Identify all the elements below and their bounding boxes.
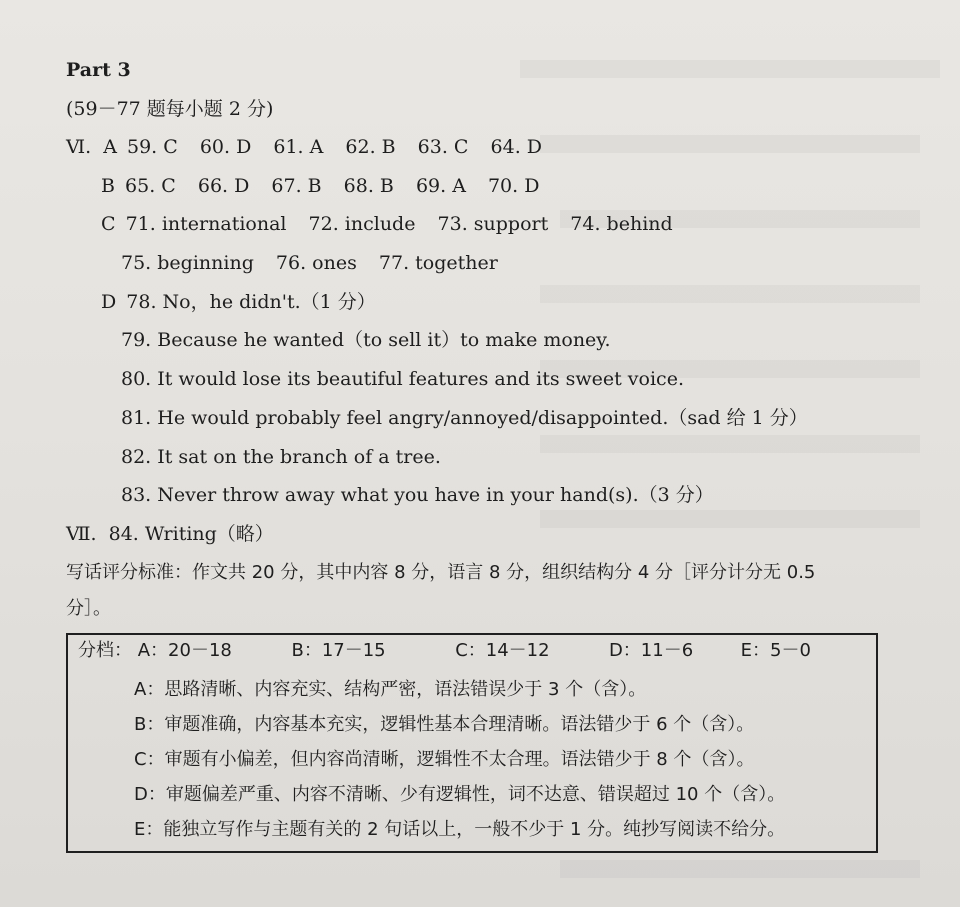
answer-82: 82. It sat on the branch of a tree. [121,446,441,468]
criteria-intro-line2: 分］。 [66,598,111,619]
answer-item: 74. behind [570,213,673,235]
answer-item: 70. D [487,175,540,197]
answer-item: 67. B [271,175,322,197]
section6-row-c2 [121,251,514,275]
answer-item: 73. support [437,213,549,235]
grade-description-a: A：思路清晰、内容充实、结构严密，语法错误少于 3 个（含）。 [134,679,647,700]
answer-78: 78. No，he didn't.（1 分） [126,291,376,313]
answer-81: 81. He would probably feel angry/annoyed/disappointed.（sad 给 1 分） [121,407,808,429]
grade-band: E：5－0 [740,640,811,661]
section7-row [66,522,274,546]
answer-item: 59. C [126,136,178,158]
answer-item: 76. ones [275,252,357,274]
criteria-intro-line1: 写话评分标准：作文共 20 分，其中内容 8 分，语言 8 分，组织结构分 4 分［评分计分无 0.5 [66,562,816,583]
section6-row-a [66,135,558,159]
grade-description-b: B：审题准确，内容基本充实，逻辑性基本合理清晰。语法错少于 6 个（含）。 [134,714,755,735]
answer-item: 66. D [197,175,250,197]
answer-item: 63. C [417,136,469,158]
answer-item: 61. A [273,136,324,158]
writing-item: 84. Writing（略） [108,523,274,545]
answer-item: 71. international [125,213,287,235]
answer-item: 62. B [345,136,396,158]
grade-description-e: E：能独立写作与主题有关的 2 句话以上，一般不少于 1 分。纯抄写阅读不给分。 [134,819,786,840]
section6-row-b [101,174,555,198]
answer-item: 60. D [199,136,252,158]
part-title: Part 3 [66,59,131,81]
part-c-label: C [101,213,116,235]
section6-label: Ⅵ. [66,136,92,158]
answer-item: 64. D [490,136,543,158]
answer-item: 68. B [343,175,394,197]
answer-79: 79. Because he wanted（to sell it）to make money. [121,329,611,351]
grade-description-c: C：审题有小偏差，但内容尚清晰，逻辑性不太合理。语法错少于 8 个（含）。 [134,749,755,770]
grading-criteria-box [66,633,878,853]
part-a-label: A [103,136,117,158]
answer-item: 65. C [125,175,176,197]
answer-item: 69. A [415,175,466,197]
answer-80: 80. It would lose its beautiful features and its sweet voice. [121,368,684,390]
grade-band-header [78,640,811,662]
section6-row-c1 [101,212,689,236]
grade-band-label: 分档： [78,640,132,661]
grade-description-d: D：审题偏差严重、内容不清晰、少有逻辑性，词不达意、错误超过 10 个（含）。 [134,784,786,805]
grade-band: C：14－12 [455,640,550,661]
part-d-label: D [101,291,117,313]
part-b-label: B [101,175,115,197]
grade-band: B：17－15 [291,640,386,661]
part-c-answers [126,213,689,235]
answer-item: 77. together [378,252,498,274]
score-note: (59－77 题每小题 2 分) [66,98,274,120]
grade-band: D：11－6 [608,640,694,661]
section6-row-d [101,290,376,314]
answer-item: 75. beginning [121,252,254,274]
answer-83: 83. Never throw away what you have in your hand(s).（3 分） [121,484,714,506]
section7-label: Ⅶ. [66,523,97,545]
part-a-answers [127,136,558,158]
grade-band: A：20－18 [137,640,232,661]
part-b-answers [125,175,555,197]
answer-item: 72. include [308,213,416,235]
